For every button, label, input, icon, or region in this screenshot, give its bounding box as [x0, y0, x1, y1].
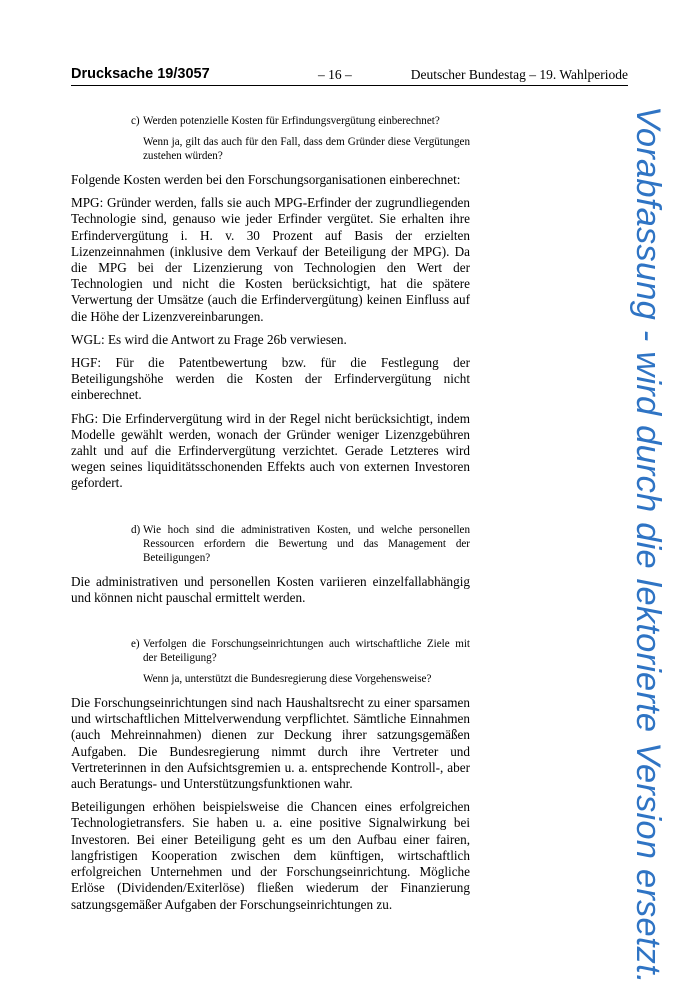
question-text: Wie hoch sind die administrativen Kosten, und welche personellen Ressourcen erfordern die Bewertung und das Management der Beteiligungen?	[143, 523, 470, 564]
answer-paragraph: Die administrativen und personellen Kosten variieren einzelfallabhängig und können nicht pauschal ermittelt werden.	[71, 573, 470, 605]
answer-paragraph-wgl: WGL: Es wird die Antwort zu Frage 26b verwiesen.	[71, 331, 347, 347]
document-body	[71, 114, 470, 920]
answer-paragraph: Beteiligungen erhöhen beispielsweise die Chancen eines erfolgreichen Technologietransfers. Sie haben u. a. eine positive Signalwirkung bei Investoren. Bei einer Beteiligung geht es um den Aufbau einer fairen, langfristigen Kooperation zwischen dem künftigen, wirtschaftlich erfolgreichen Unternehmen und der Forschungseinrichtung. Mögliche Erlöse (Dividenden/Exiterlöse) fließen wiederum der Finanzierung satzungsgemäßer Aufgaben der Forschungseinrichtungen zu.	[71, 799, 470, 912]
answer-paragraph: Folgende Kosten werden bei den Forschungsorganisationen einberechnet:	[71, 172, 461, 187]
publisher-label: Deutscher Bundestag – 19. Wahlperiode	[410, 67, 628, 82]
question-text: Werden potenzielle Kosten für Erfindungsvergütung einberechnet?	[143, 115, 440, 127]
question-letter: c)	[131, 115, 140, 127]
question-d	[131, 523, 470, 565]
question-c	[131, 114, 470, 128]
question-e	[131, 637, 470, 665]
question-letter: e)	[131, 638, 140, 651]
question-c-followup: Wenn ja, gilt das auch für den Fall, dass dem Gründer diese Vergütungen zustehen würden?	[143, 136, 470, 162]
document-number: Drucksache 19/3057	[71, 66, 210, 82]
question-letter: d)	[131, 523, 141, 536]
header-rule	[71, 85, 628, 86]
page-header	[71, 66, 628, 86]
page-number: – 16 –	[318, 67, 352, 82]
question-e-followup: Wenn ja, unterstützt die Bundesregierung diese Vorgehensweise?	[143, 673, 432, 686]
answer-paragraph-hgf: HGF: Für die Patentbewertung bzw. für die Festlegung der Beteiligungshöhe werden die Kosten der Erfindervergütung nicht einberechnet.	[71, 355, 470, 403]
answer-paragraph-fhg: FhG: Die Erfindervergütung wird in der Regel nicht berücksichtigt, indem Modelle gewählt werden, wonach der Gründer weniger Lizenzgebühren zahlt und auf die Erfindervergütung verzichtet. Gerade Letzteres wird wegen seines liquiditätsschonenden Effekts auch von externen Investoren gefordert.	[71, 410, 470, 491]
answer-paragraph-mpg: MPG: Gründer werden, falls sie auch MPG-Erfinder der zugrundliegenden Technologie sind, genauso wie jeder Erfinder vergütet. Sie erhalten ihre Erfindervergütung i. H. v. 30 Prozent auf Basis der erzielten Lizenzeinnahmen (inklusive dem Verkauf der Beteiligung der MPG). Da die MPG bei der Lizenzierung von Technologien den Wert der Technologien und nicht die Kosten berücksichtigt, hat die spätere Verwertung der Umsätze (auch die Erfindervergütung) keinen Einfluss auf die Höhe der Lizenzvereinbarungen.	[71, 195, 470, 324]
question-text: Verfolgen die Forschungseinrichtungen auch wirtschaftliche Ziele mit der Beteiligung?	[143, 638, 470, 665]
answer-paragraph: Die Forschungseinrichtungen sind nach Haushaltsrecht zu einer sparsamen und wirtschaftlichen Mittelverwendung verpflichtet. Sämtliche Einnahmen (auch Mehreinnahmen) dienen zur Deckung ihrer satzungsgemäßen Aufgaben. Die Bundesregierung nimmt durch ihre Vertreter und Vertreterinnen in den Aufsichtsgremien u. a. entsprechende Kontroll-, aber auch Beratungs- und Unterstützungsfunktionen wahr.	[71, 695, 470, 792]
watermark-text: Vorabfassung - wird durch die lektorierte Version ersetzt.	[629, 106, 667, 984]
